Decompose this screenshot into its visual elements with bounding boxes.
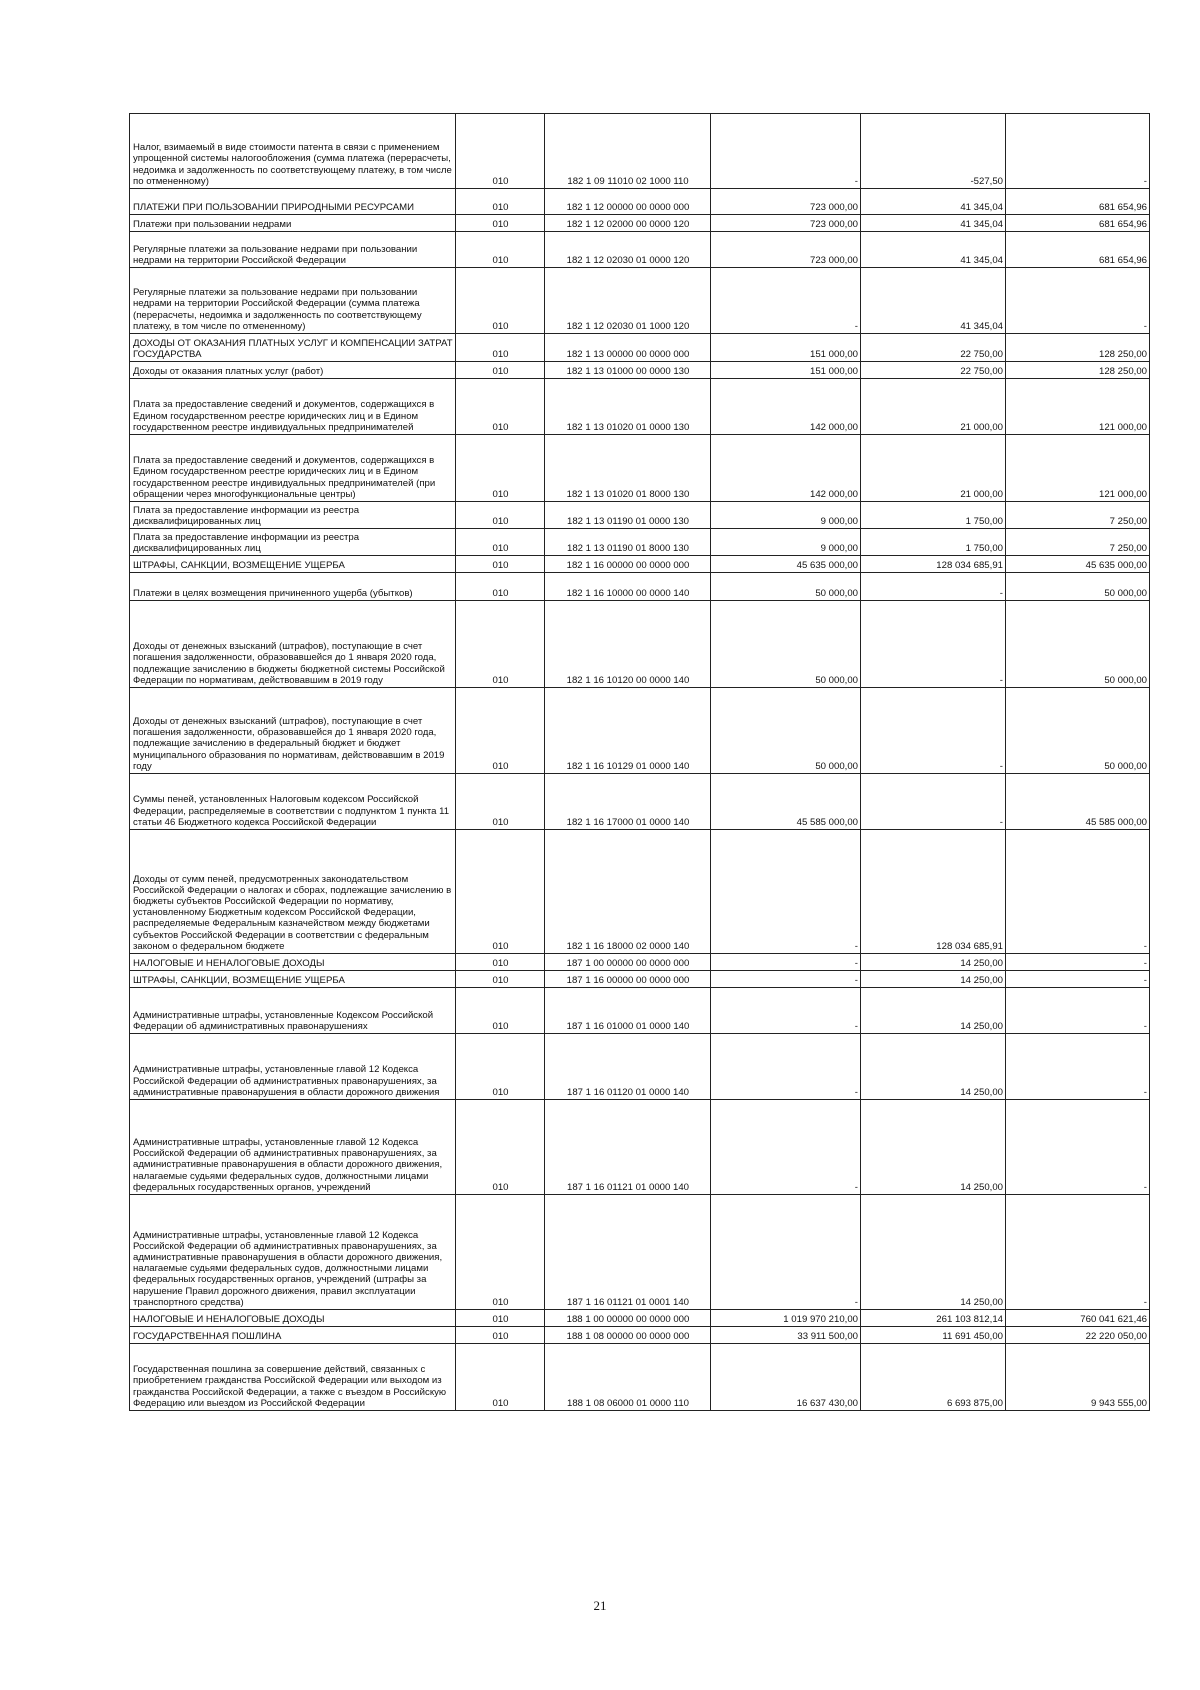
table-row	[130, 988, 1150, 1034]
row-executed-cell: 11 691 450,00	[861, 1327, 1006, 1344]
row-remaining-cell: 681 654,96	[1006, 232, 1150, 268]
row-remaining-cell: 681 654,96	[1006, 215, 1150, 232]
row-plan-cell: 723 000,00	[711, 232, 861, 268]
row-name-cell: Административные штрафы, установленные Кодексом Российской Федерации об административных правонарушениях	[130, 988, 456, 1034]
row-code-cell: 010	[456, 688, 545, 774]
table-row	[130, 189, 1150, 215]
row-plan-cell: 151 000,00	[711, 334, 861, 362]
row-kbk-cell: 182 1 13 01190 01 8000 130	[545, 529, 711, 556]
row-code-cell: 010	[456, 1310, 545, 1327]
row-plan-cell: 723 000,00	[711, 215, 861, 232]
row-remaining-cell: -	[1006, 1100, 1150, 1195]
row-name-cell: Плата за предоставление сведений и документов, содержащихся в Едином государственном реестре юридических лиц и в Едином государственном реестре индивидуальных предпринимателей	[130, 379, 456, 435]
row-kbk-cell: 187 1 00 00000 00 0000 000	[545, 954, 711, 971]
row-name-cell: Регулярные платежи за пользование недрами при пользовании недрами на территории Российской Федерации	[130, 232, 456, 268]
row-name-cell: Плата за предоставление информации из реестра дисквалифицированных лиц	[130, 529, 456, 556]
row-name-cell: Административные штрафы, установленные главой 12 Кодекса Российской Федерации об административных правонарушениях, за административные правонарушения в области дорожного движения	[130, 1034, 456, 1100]
row-plan-cell: 9 000,00	[711, 502, 861, 529]
row-remaining-cell: -	[1006, 268, 1150, 334]
row-code-cell: 010	[456, 334, 545, 362]
row-name-cell: НАЛОГОВЫЕ И НЕНАЛОГОВЫЕ ДОХОДЫ	[130, 954, 456, 971]
revenue-table-body	[130, 114, 1150, 1411]
table-row	[130, 215, 1150, 232]
row-kbk-cell: 182 1 13 01190 01 0000 130	[545, 502, 711, 529]
row-plan-cell: -	[711, 954, 861, 971]
row-plan-cell: 723 000,00	[711, 189, 861, 215]
row-plan-cell: 142 000,00	[711, 379, 861, 435]
row-code-cell: 010	[456, 988, 545, 1034]
row-code-cell: 010	[456, 215, 545, 232]
table-row	[130, 573, 1150, 601]
row-name-cell: Регулярные платежи за пользование недрами при пользовании недрами на территории Российской Федерации (сумма платежа (перерасчеты, недоимка и задолженность по соответствующему платежу, в том числе по отмененному)	[130, 268, 456, 334]
row-code-cell: 010	[456, 556, 545, 573]
row-kbk-cell: 182 1 12 02000 00 0000 120	[545, 215, 711, 232]
table-row	[130, 954, 1150, 971]
row-plan-cell: -	[711, 268, 861, 334]
row-kbk-cell: 182 1 16 10129 01 0000 140	[545, 688, 711, 774]
row-name-cell: ШТРАФЫ, САНКЦИИ, ВОЗМЕЩЕНИЕ УЩЕРБА	[130, 556, 456, 573]
row-kbk-cell: 187 1 16 01121 01 0000 140	[545, 1100, 711, 1195]
row-code-cell: 010	[456, 362, 545, 379]
row-remaining-cell: 121 000,00	[1006, 435, 1150, 502]
table-row	[130, 688, 1150, 774]
table-row	[130, 1327, 1150, 1344]
row-name-cell: Доходы от денежных взысканий (штрафов), поступающие в счет погашения задолженности, образовавшейся до 1 января 2020 года, подлежащие зачислению в федеральный бюджет и бюджет муниципального образования по нормативам, действовавшим в 2019 году	[130, 688, 456, 774]
row-name-cell: Платежи в целях возмещения причиненного ущерба (убытков)	[130, 573, 456, 601]
row-name-cell: ПЛАТЕЖИ ПРИ ПОЛЬЗОВАНИИ ПРИРОДНЫМИ РЕСУРСАМИ	[130, 189, 456, 215]
row-code-cell: 010	[456, 435, 545, 502]
row-name-cell: Плата за предоставление сведений и документов, содержащихся в Едином государственном реестре юридических лиц и в Едином государственном реестре индивидуальных предпринимателей (при обращении через многофункциональные центры)	[130, 435, 456, 502]
row-code-cell: 010	[456, 1327, 545, 1344]
row-code-cell: 010	[456, 971, 545, 988]
row-name-cell: ДОХОДЫ ОТ ОКАЗАНИЯ ПЛАТНЫХ УСЛУГ И КОМПЕНСАЦИИ ЗАТРАТ ГОСУДАРСТВА	[130, 334, 456, 362]
table-row	[130, 379, 1150, 435]
table-row	[130, 435, 1150, 502]
row-remaining-cell: -	[1006, 1195, 1150, 1310]
row-code-cell: 010	[456, 1344, 545, 1411]
row-plan-cell: -	[711, 1100, 861, 1195]
row-code-cell: 010	[456, 774, 545, 830]
table-row	[130, 830, 1150, 954]
table-row	[130, 1100, 1150, 1195]
row-kbk-cell: 182 1 16 00000 00 0000 000	[545, 556, 711, 573]
row-plan-cell: 16 637 430,00	[711, 1344, 861, 1411]
row-plan-cell: 50 000,00	[711, 601, 861, 688]
row-remaining-cell: 128 250,00	[1006, 362, 1150, 379]
row-plan-cell: 142 000,00	[711, 435, 861, 502]
row-code-cell: 010	[456, 830, 545, 954]
row-name-cell: Плата за предоставление информации из реестра дисквалифицированных лиц	[130, 502, 456, 529]
row-executed-cell: 261 103 812,14	[861, 1310, 1006, 1327]
row-kbk-cell: 182 1 16 18000 02 0000 140	[545, 830, 711, 954]
row-executed-cell: 41 345,04	[861, 268, 1006, 334]
table-row	[130, 556, 1150, 573]
row-kbk-cell: 182 1 13 01020 01 0000 130	[545, 379, 711, 435]
row-remaining-cell: 128 250,00	[1006, 334, 1150, 362]
row-kbk-cell: 182 1 12 00000 00 0000 000	[545, 189, 711, 215]
row-kbk-cell: 187 1 16 00000 00 0000 000	[545, 971, 711, 988]
row-code-cell: 010	[456, 1100, 545, 1195]
row-plan-cell: -	[711, 971, 861, 988]
page-number: 21	[593, 1598, 607, 1613]
row-code-cell: 010	[456, 379, 545, 435]
row-executed-cell: 14 250,00	[861, 971, 1006, 988]
row-code-cell: 010	[456, 601, 545, 688]
row-code-cell: 010	[456, 573, 545, 601]
table-row	[130, 1344, 1150, 1411]
row-remaining-cell: 50 000,00	[1006, 688, 1150, 774]
row-name-cell: Административные штрафы, установленные главой 12 Кодекса Российской Федерации об административных правонарушениях, за административные правонарушения в области дорожного движения, налагаемые судьями федеральных судов, должностными лицами федеральных государственных органов, учреждений	[130, 1100, 456, 1195]
row-plan-cell: 151 000,00	[711, 362, 861, 379]
table-row	[130, 268, 1150, 334]
row-executed-cell: 128 034 685,91	[861, 830, 1006, 954]
table-row	[130, 1310, 1150, 1327]
row-code-cell: 010	[456, 232, 545, 268]
row-executed-cell: 14 250,00	[861, 1195, 1006, 1310]
row-executed-cell: 128 034 685,91	[861, 556, 1006, 573]
row-kbk-cell: 187 1 16 01000 01 0000 140	[545, 988, 711, 1034]
table-row	[130, 502, 1150, 529]
row-kbk-cell: 182 1 09 11010 02 1000 110	[545, 114, 711, 189]
row-remaining-cell: 22 220 050,00	[1006, 1327, 1150, 1344]
row-executed-cell: 6 693 875,00	[861, 1344, 1006, 1411]
row-remaining-cell: 121 000,00	[1006, 379, 1150, 435]
row-plan-cell: -	[711, 114, 861, 189]
row-kbk-cell: 187 1 16 01121 01 0001 140	[545, 1195, 711, 1310]
row-executed-cell: -	[861, 688, 1006, 774]
row-name-cell: Доходы от сумм пеней, предусмотренных законодательством Российской Федерации о налогах и сборах, подлежащие зачислению в бюджеты субъектов Российской Федерации по нормативу, установленному Бюджетным кодексом Российской Федерации, распределяемые Федеральным казначейством между бюджетами субъектов Российской Федерации в соответствии с федеральным законом о федеральном бюджете	[130, 830, 456, 954]
row-executed-cell: -	[861, 774, 1006, 830]
row-kbk-cell: 182 1 13 01000 00 0000 130	[545, 362, 711, 379]
row-kbk-cell: 182 1 12 02030 01 1000 120	[545, 268, 711, 334]
row-name-cell: Административные штрафы, установленные главой 12 Кодекса Российской Федерации об административных правонарушениях, за административные правонарушения в области дорожного движения, налагаемые судьями федеральных судов, должностными лицами федеральных государственных органов, учреждений (штрафы за нарушение Правил дорожного движения, правил эксплуатации транспортного средства)	[130, 1195, 456, 1310]
row-plan-cell: -	[711, 1195, 861, 1310]
row-code-cell: 010	[456, 114, 545, 189]
row-executed-cell: 14 250,00	[861, 954, 1006, 971]
row-executed-cell: 21 000,00	[861, 435, 1006, 502]
row-remaining-cell: 9 943 555,00	[1006, 1344, 1150, 1411]
table-row	[130, 362, 1150, 379]
row-plan-cell: 50 000,00	[711, 573, 861, 601]
table-row	[130, 774, 1150, 830]
row-executed-cell: 21 000,00	[861, 379, 1006, 435]
row-plan-cell: 45 585 000,00	[711, 774, 861, 830]
row-plan-cell: 1 019 970 210,00	[711, 1310, 861, 1327]
row-executed-cell: 41 345,04	[861, 232, 1006, 268]
row-kbk-cell: 188 1 08 00000 00 0000 000	[545, 1327, 711, 1344]
revenue-table	[129, 113, 1150, 1411]
table-row	[130, 529, 1150, 556]
row-name-cell: Государственная пошлина за совершение действий, связанных с приобретением гражданства Российской Федерации или выходом из гражданства Российской Федерации, а также с въездом в Российскую Федерацию или выездом из Российской Федерации	[130, 1344, 456, 1411]
row-plan-cell: 45 635 000,00	[711, 556, 861, 573]
table-row	[130, 334, 1150, 362]
row-executed-cell: 22 750,00	[861, 362, 1006, 379]
row-code-cell: 010	[456, 1034, 545, 1100]
row-executed-cell: -	[861, 601, 1006, 688]
row-executed-cell: 1 750,00	[861, 529, 1006, 556]
row-kbk-cell: 182 1 12 02030 01 0000 120	[545, 232, 711, 268]
row-remaining-cell: 7 250,00	[1006, 529, 1150, 556]
row-plan-cell: -	[711, 830, 861, 954]
row-executed-cell: 14 250,00	[861, 1100, 1006, 1195]
row-name-cell: Суммы пеней, установленных Налоговым кодексом Российской Федерации, распределяемые в соответствии с подпунктом 1 пункта 11 статьи 46 Бюджетного кодекса Российской Федерации	[130, 774, 456, 830]
row-code-cell: 010	[456, 954, 545, 971]
table-row	[130, 601, 1150, 688]
row-kbk-cell: 182 1 16 17000 01 0000 140	[545, 774, 711, 830]
row-plan-cell: -	[711, 1034, 861, 1100]
row-code-cell: 010	[456, 268, 545, 334]
row-code-cell: 010	[456, 502, 545, 529]
row-plan-cell: 9 000,00	[711, 529, 861, 556]
row-plan-cell: 33 911 500,00	[711, 1327, 861, 1344]
row-executed-cell: 22 750,00	[861, 334, 1006, 362]
row-name-cell: Доходы от денежных взысканий (штрафов), поступающие в счет погашения задолженности, образовавшейся до 1 января 2020 года, подлежащие зачислению в бюджеты бюджетной системы Российской Федерации по нормативам, действовавшим в 2019 году	[130, 601, 456, 688]
row-kbk-cell: 182 1 16 10000 00 0000 140	[545, 573, 711, 601]
row-kbk-cell: 188 1 08 06000 01 0000 110	[545, 1344, 711, 1411]
row-executed-cell: 41 345,04	[861, 215, 1006, 232]
row-kbk-cell: 182 1 16 10120 00 0000 140	[545, 601, 711, 688]
row-remaining-cell: -	[1006, 988, 1150, 1034]
row-remaining-cell: -	[1006, 1034, 1150, 1100]
row-code-cell: 010	[456, 1195, 545, 1310]
row-code-cell: 010	[456, 189, 545, 215]
row-kbk-cell: 182 1 13 00000 00 0000 000	[545, 334, 711, 362]
row-executed-cell: 41 345,04	[861, 189, 1006, 215]
row-kbk-cell: 182 1 13 01020 01 8000 130	[545, 435, 711, 502]
table-row	[130, 1034, 1150, 1100]
row-remaining-cell: 760 041 621,46	[1006, 1310, 1150, 1327]
row-name-cell: Доходы от оказания платных услуг (работ)	[130, 362, 456, 379]
row-executed-cell: 1 750,00	[861, 502, 1006, 529]
row-remaining-cell: -	[1006, 971, 1150, 988]
row-executed-cell: -527,50	[861, 114, 1006, 189]
row-remaining-cell: 50 000,00	[1006, 601, 1150, 688]
row-name-cell: Налог, взимаемый в виде стоимости патента в связи с применением упрощенной системы налогообложения (сумма платежа (перерасчеты, недоимка и задолженность по соответствующему платежу, в том числе по отмененному)	[130, 114, 456, 189]
row-remaining-cell: -	[1006, 114, 1150, 189]
row-remaining-cell: 45 635 000,00	[1006, 556, 1150, 573]
row-remaining-cell: -	[1006, 830, 1150, 954]
row-executed-cell: 14 250,00	[861, 988, 1006, 1034]
row-remaining-cell: 7 250,00	[1006, 502, 1150, 529]
row-remaining-cell: 681 654,96	[1006, 189, 1150, 215]
row-remaining-cell: 50 000,00	[1006, 573, 1150, 601]
row-remaining-cell: -	[1006, 954, 1150, 971]
table-row	[130, 114, 1150, 189]
row-plan-cell: 50 000,00	[711, 688, 861, 774]
row-code-cell: 010	[456, 529, 545, 556]
row-name-cell: ГОСУДАРСТВЕННАЯ ПОШЛИНА	[130, 1327, 456, 1344]
row-name-cell: НАЛОГОВЫЕ И НЕНАЛОГОВЫЕ ДОХОДЫ	[130, 1310, 456, 1327]
row-plan-cell: -	[711, 988, 861, 1034]
row-kbk-cell: 187 1 16 01120 01 0000 140	[545, 1034, 711, 1100]
row-name-cell: ШТРАФЫ, САНКЦИИ, ВОЗМЕЩЕНИЕ УЩЕРБА	[130, 971, 456, 988]
row-executed-cell: -	[861, 573, 1006, 601]
row-kbk-cell: 188 1 00 00000 00 0000 000	[545, 1310, 711, 1327]
row-name-cell: Платежи при пользовании недрами	[130, 215, 456, 232]
table-row	[130, 1195, 1150, 1310]
row-remaining-cell: 45 585 000,00	[1006, 774, 1150, 830]
row-executed-cell: 14 250,00	[861, 1034, 1006, 1100]
table-row	[130, 232, 1150, 268]
table-row	[130, 971, 1150, 988]
